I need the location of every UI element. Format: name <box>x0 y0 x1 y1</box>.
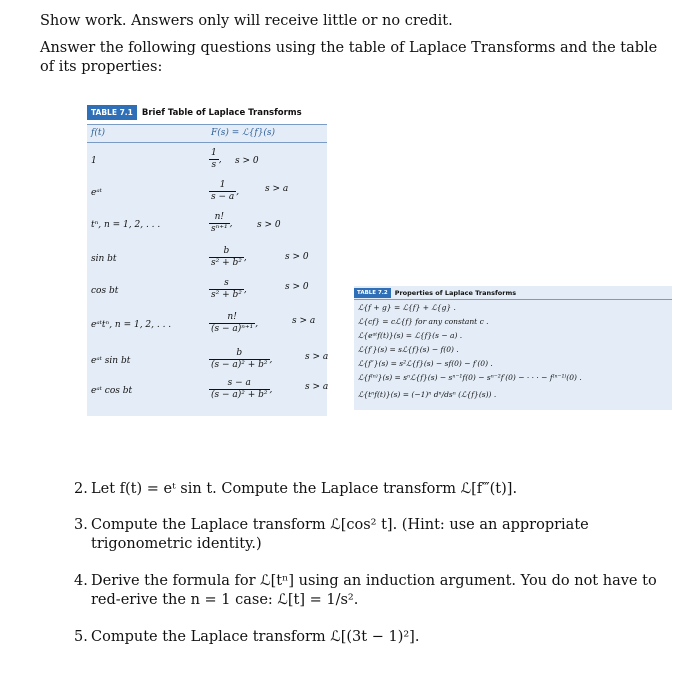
row-condition: s > a <box>305 382 329 392</box>
row-condition: s > a <box>292 316 316 326</box>
table-title: Properties of Laplace Transforms <box>394 288 517 297</box>
row-function: eᵃᵗ sin bt <box>91 356 131 366</box>
question-text: Let f(t) = eᵗ sin t. Compute the Laplace transform ℒ[f‴(t)]. <box>91 481 518 497</box>
table-title: Brief Table of Laplace Transforms <box>141 107 302 118</box>
instruction-show-work: Show work. Answers only will receive little or no credit. <box>40 13 453 29</box>
property-line: ℒ{cf} = cℒ{f} for any constant c . <box>358 317 489 326</box>
row-function: eᵃᵗ <box>91 188 102 198</box>
question-number: 4. <box>74 573 88 589</box>
table-header <box>87 104 337 121</box>
property-line: ℒ{f⁽ⁿ⁾}(s) = sⁿℒ{f}(s) − sⁿ⁻¹f(0) − sⁿ⁻²f′(0) − · · · − f⁽ⁿ⁻¹⁾(0) . <box>358 373 582 382</box>
laplace-transform-table <box>87 104 337 416</box>
question-text: Compute the Laplace transform ℒ[cos² t]. (Hint: use an appropriate trigonometric identity.) <box>91 517 589 552</box>
question-3 <box>74 516 669 554</box>
table-header <box>354 286 672 300</box>
column-header-F: F(s) = ℒ{f}(s) <box>211 128 276 138</box>
row-transform: $\frac{s}{\text{s² + b²}}$ , <box>211 278 247 300</box>
row-transform: $\frac{b}{\text{s² + b²}}$ , <box>211 246 247 268</box>
property-line: ℒ{f′}(s) = sℒ{f}(s) − f(0) . <box>358 345 459 354</box>
table-tag: TABLE 7.1 <box>87 105 137 120</box>
row-function: eᵃᵗtⁿ, n = 1, 2, . . . <box>91 320 172 330</box>
row-condition: s > a <box>265 184 289 194</box>
question-text: Derive the formula for ℒ[tⁿ] using an induction argument. You do not have to red-erive the n = 1 case: ℒ[t] = 1/s². <box>91 573 657 608</box>
row-function: sin bt <box>91 254 117 264</box>
question-text: Compute the Laplace transform ℒ[(3t − 1)²]. <box>91 629 420 645</box>
row-condition: s > 0 <box>285 252 309 262</box>
row-function: cos bt <box>91 286 119 296</box>
table-tag: TABLE 7.2 <box>354 288 391 298</box>
column-headers <box>87 124 327 143</box>
column-header-f: f(t) <box>91 128 105 138</box>
property-line: ℒ{f + g} = ℒ{f} + ℒ{g} . <box>358 303 456 312</box>
row-transform: $\frac{s - a}{\text{(s − a)² + b²}}$ , <box>211 378 273 400</box>
question-number: 2. <box>74 481 88 497</box>
question-2 <box>74 480 669 499</box>
question-number: 3. <box>74 517 88 533</box>
row-condition: s > 0 <box>235 156 259 166</box>
row-transform: $\frac{n!}{\text{sⁿ⁺¹}}$ , <box>211 212 233 234</box>
property-line: ℒ{tⁿf(t)}(s) = (−1)ⁿ dⁿ/dsⁿ (ℒ{f}(s)) . <box>358 390 497 399</box>
property-line: ℒ{eᵃᵗf(t)}(s) = ℒ{f}(s − a) . <box>358 331 463 340</box>
row-transform: $\frac{n!}{\text{(s − a)ⁿ⁺¹}}$ , <box>211 312 259 334</box>
row-transform: $\frac{1}{s - a}$ , <box>211 180 240 202</box>
row-function: eᵃᵗ cos bt <box>91 386 133 396</box>
row-transform: $\frac{1}{s}$ , <box>211 148 222 170</box>
table-body <box>87 124 327 416</box>
question-number: 5. <box>74 629 88 645</box>
property-line: ℒ{f″}(s) = s²ℒ{f}(s) − sf(0) − f′(0) . <box>358 359 493 368</box>
instructions <box>40 12 670 85</box>
row-transform: $\frac{b}{\text{(s − a)² + b²}}$ , <box>211 348 273 370</box>
row-condition: s > 0 <box>257 220 281 230</box>
question-4 <box>74 572 669 610</box>
laplace-properties-table <box>354 286 672 410</box>
row-condition: s > 0 <box>285 282 309 292</box>
instruction-use-tables: Answer the following questions using the table of Laplace Transforms and the table of its properties: <box>40 40 658 75</box>
question-5 <box>74 628 669 647</box>
row-function: tⁿ, n = 1, 2, . . . <box>91 220 161 230</box>
row-function: 1 <box>91 156 97 166</box>
row-condition: s > a <box>305 352 329 362</box>
